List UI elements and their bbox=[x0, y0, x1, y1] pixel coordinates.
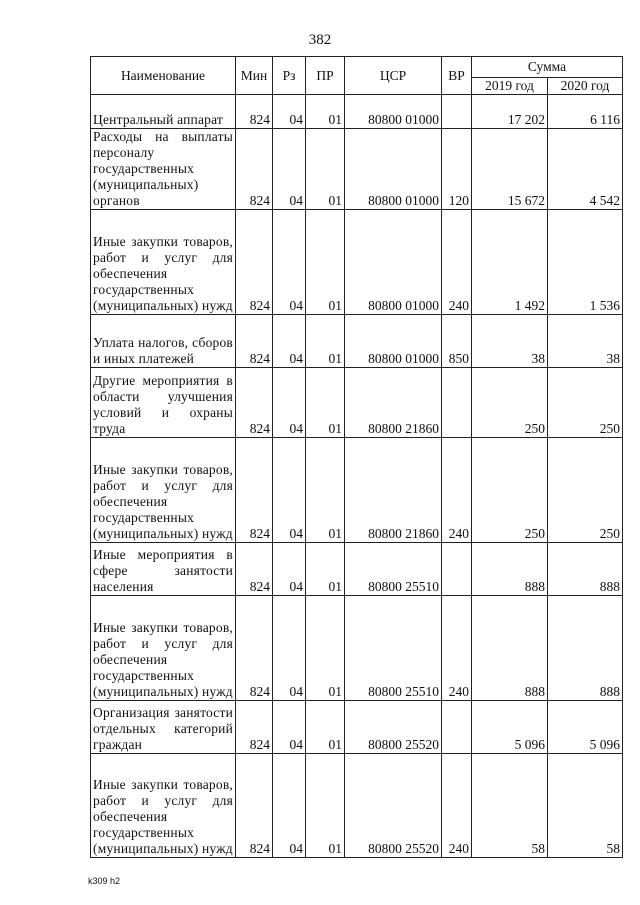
row-2019: 1 492 bbox=[472, 210, 548, 315]
row-rz: 04 bbox=[273, 596, 306, 701]
row-csr: 80800 01000 bbox=[345, 315, 442, 368]
header-pr: ПР bbox=[306, 57, 345, 95]
header-vr: ВР bbox=[442, 57, 472, 95]
row-min: 824 bbox=[236, 543, 273, 596]
table-row bbox=[91, 543, 623, 596]
row-pr: 01 bbox=[306, 210, 345, 315]
row-vr bbox=[442, 701, 472, 754]
header-sum: Сумма bbox=[472, 57, 623, 78]
row-csr: 80800 01000 bbox=[345, 210, 442, 315]
row-min: 824 bbox=[236, 596, 273, 701]
row-2019: 5 096 bbox=[472, 701, 548, 754]
row-rz: 04 bbox=[273, 368, 306, 438]
row-2020: 5 096 bbox=[548, 701, 623, 754]
row-vr: 240 bbox=[442, 754, 472, 858]
row-pr: 01 bbox=[306, 543, 345, 596]
row-name: Другие мероприятия в области улучшения условий и охраны труда bbox=[91, 368, 236, 438]
row-2020: 888 bbox=[548, 543, 623, 596]
row-2020: 58 bbox=[548, 754, 623, 858]
row-name: Иные закупки товаров, работ и услуг для обеспечения государственных (муниципальных) нужд bbox=[91, 754, 236, 858]
row-csr: 80800 21860 bbox=[345, 368, 442, 438]
header-year-2019: 2019 год bbox=[472, 78, 548, 95]
row-name: Организация занятости отдельных категорий граждан bbox=[91, 701, 236, 754]
row-vr: 240 bbox=[442, 438, 472, 543]
table-row bbox=[91, 129, 623, 210]
row-pr: 01 bbox=[306, 368, 345, 438]
row-rz: 04 bbox=[273, 210, 306, 315]
table-row bbox=[91, 95, 623, 129]
row-name: Расходы на выплаты персоналу государственных (муниципальных) органов bbox=[91, 129, 236, 210]
row-csr: 80800 01000 bbox=[345, 129, 442, 210]
row-name: Центральный аппарат bbox=[91, 95, 236, 129]
row-pr: 01 bbox=[306, 129, 345, 210]
row-csr: 80800 21860 bbox=[345, 438, 442, 543]
row-min: 824 bbox=[236, 315, 273, 368]
table-row bbox=[91, 701, 623, 754]
row-rz: 04 bbox=[273, 754, 306, 858]
row-min: 824 bbox=[236, 95, 273, 129]
table-row bbox=[91, 315, 623, 368]
row-pr: 01 bbox=[306, 754, 345, 858]
row-pr: 01 bbox=[306, 95, 345, 129]
row-vr bbox=[442, 95, 472, 129]
row-2020: 4 542 bbox=[548, 129, 623, 210]
row-rz: 04 bbox=[273, 543, 306, 596]
table-row bbox=[91, 210, 623, 315]
row-rz: 04 bbox=[273, 701, 306, 754]
row-vr: 240 bbox=[442, 596, 472, 701]
row-min: 824 bbox=[236, 210, 273, 315]
row-pr: 01 bbox=[306, 438, 345, 543]
row-pr: 01 bbox=[306, 596, 345, 701]
row-vr bbox=[442, 543, 472, 596]
row-2020: 250 bbox=[548, 368, 623, 438]
row-csr: 80800 25510 bbox=[345, 543, 442, 596]
row-2019: 888 bbox=[472, 596, 548, 701]
row-min: 824 bbox=[236, 129, 273, 210]
header-min: Мин bbox=[236, 57, 273, 95]
row-2020: 38 bbox=[548, 315, 623, 368]
table-row bbox=[91, 596, 623, 701]
row-name: Иные закупки товаров, работ и услуг для обеспечения государственных (муниципальных) нужд bbox=[91, 210, 236, 315]
row-2020: 888 bbox=[548, 596, 623, 701]
row-min: 824 bbox=[236, 438, 273, 543]
row-csr: 80800 25520 bbox=[345, 754, 442, 858]
row-2020: 1 536 bbox=[548, 210, 623, 315]
row-2019: 250 bbox=[472, 438, 548, 543]
row-2020: 250 bbox=[548, 438, 623, 543]
table-row bbox=[91, 438, 623, 543]
row-vr: 240 bbox=[442, 210, 472, 315]
row-2019: 38 bbox=[472, 315, 548, 368]
footer-code: k309 h2 bbox=[88, 876, 121, 886]
row-vr: 850 bbox=[442, 315, 472, 368]
row-csr: 80800 25510 bbox=[345, 596, 442, 701]
header-rz: Рз bbox=[273, 57, 306, 95]
row-2019: 250 bbox=[472, 368, 548, 438]
row-pr: 01 bbox=[306, 701, 345, 754]
header-csr: ЦСР bbox=[345, 57, 442, 95]
row-name: Иные мероприятия в сфере занятости населения bbox=[91, 543, 236, 596]
row-min: 824 bbox=[236, 368, 273, 438]
row-2019: 888 bbox=[472, 543, 548, 596]
row-rz: 04 bbox=[273, 129, 306, 210]
row-min: 824 bbox=[236, 754, 273, 858]
row-csr: 80800 01000 bbox=[345, 95, 442, 129]
row-pr: 01 bbox=[306, 315, 345, 368]
row-2019: 17 202 bbox=[472, 95, 548, 129]
row-csr: 80800 25520 bbox=[345, 701, 442, 754]
row-2020: 6 116 bbox=[548, 95, 623, 129]
row-min: 824 bbox=[236, 701, 273, 754]
row-rz: 04 bbox=[273, 438, 306, 543]
row-name: Иные закупки товаров, работ и услуг для обеспечения государственных (муниципальных) нужд bbox=[91, 438, 236, 543]
row-rz: 04 bbox=[273, 315, 306, 368]
table-row bbox=[91, 754, 623, 858]
header-name: Наименование bbox=[91, 57, 236, 95]
budget-table bbox=[90, 56, 623, 858]
row-name: Уплата налогов, сборов и иных платежей bbox=[91, 315, 236, 368]
header-year-2020: 2020 год bbox=[548, 78, 623, 95]
row-name: Иные закупки товаров, работ и услуг для обеспечения государственных (муниципальных) нужд bbox=[91, 596, 236, 701]
row-2019: 15 672 bbox=[472, 129, 548, 210]
row-vr bbox=[442, 368, 472, 438]
table-row bbox=[91, 368, 623, 438]
row-rz: 04 bbox=[273, 95, 306, 129]
row-2019: 58 bbox=[472, 754, 548, 858]
page-number: 382 bbox=[308, 32, 332, 48]
row-vr: 120 bbox=[442, 129, 472, 210]
